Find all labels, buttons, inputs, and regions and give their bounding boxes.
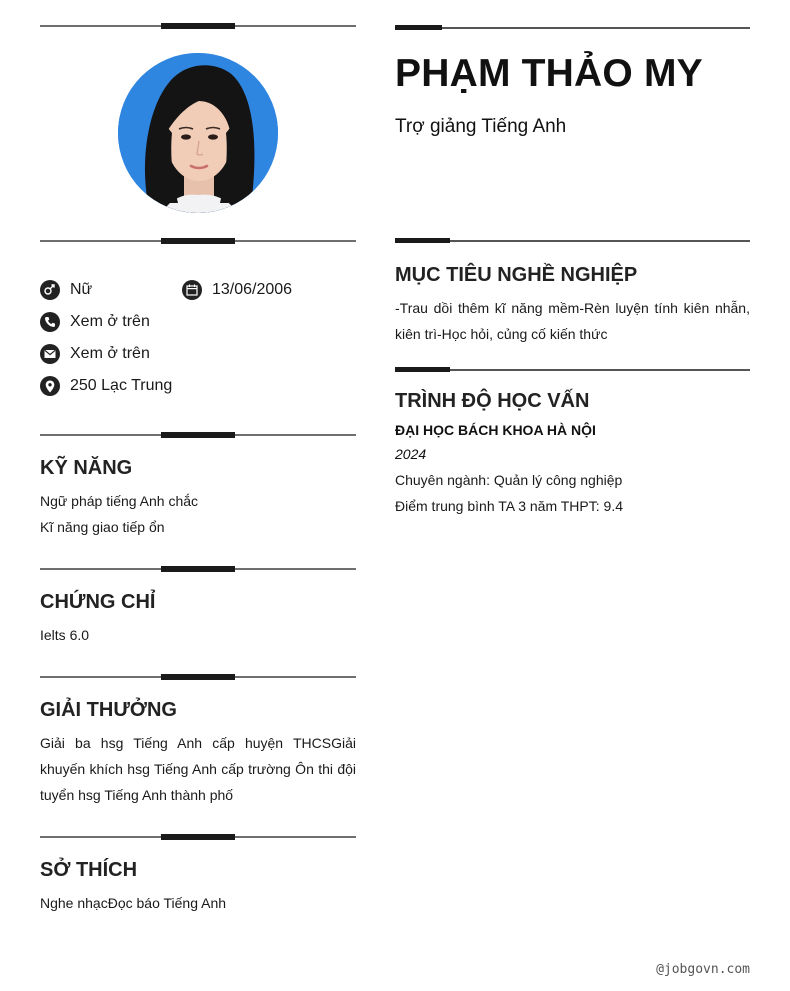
phone-row <box>40 311 150 333</box>
divider-right-2 <box>395 237 750 245</box>
divider-left-3 <box>40 430 356 440</box>
gender-value: Nữ <box>70 281 93 298</box>
skills-title: KỸ NĂNG <box>40 457 133 479</box>
objective-title: MỤC TIÊU NGHỀ NGHIỆP <box>395 264 638 286</box>
avatar <box>118 53 278 213</box>
job-title: Trợ giảng Tiếng Anh <box>395 116 567 137</box>
education-title: TRÌNH ĐỘ HỌC VẤN <box>395 390 590 412</box>
education-details <box>395 467 750 519</box>
awards-text: Giải ba hsg Tiếng Anh cấp huyện THCSGiải khuyến khích hsg Tiếng Anh cấp trường Ôn thi đội tuyển hsg Tiếng Anh thành phố <box>40 735 356 803</box>
phone-icon <box>40 312 60 332</box>
skills-list <box>40 488 356 540</box>
calendar-icon <box>182 280 202 300</box>
divider-left-6 <box>40 832 356 842</box>
phone-value: Xem ở trên <box>70 313 150 330</box>
address-row <box>40 375 172 397</box>
school-name: ĐẠI HỌC BÁCH KHOA HÀ NỘI <box>395 422 596 438</box>
skill-item: Ngữ pháp tiếng Anh chắc <box>40 493 199 509</box>
graduation-year: 2024 <box>395 446 427 462</box>
divider-left-5 <box>40 672 356 682</box>
certificates-list <box>40 622 356 648</box>
gender-icon <box>40 280 60 300</box>
certificate-item: Ielts 6.0 <box>40 627 90 643</box>
divider-left-2 <box>40 236 356 246</box>
certificates-title: CHỨNG CHỈ <box>40 591 156 613</box>
gender-row <box>40 279 92 301</box>
watermark: @jobgovn.com <box>656 962 750 977</box>
profile-photo <box>118 53 278 213</box>
email-icon <box>40 344 60 364</box>
divider-top-left <box>40 21 356 31</box>
candidate-name: PHẠM THẢO MY <box>395 52 703 95</box>
email-row <box>40 343 150 365</box>
divider-top-right <box>395 24 750 32</box>
awards-title: GIẢI THƯỞNG <box>40 699 177 721</box>
address-value: 250 Lạc Trung <box>70 377 173 394</box>
objective-text: -Trau dồi thêm kĩ năng mềm-Rèn luyện tính kiên nhẫn, kiên trì-Học hỏi, củng cố kiến thức <box>395 300 750 342</box>
divider-right-3 <box>395 366 750 374</box>
email-value: Xem ở trên <box>70 345 150 362</box>
birthday-value: 13/06/2006 <box>212 281 293 298</box>
hobbies-text: Nghe nhạcĐọc báo Tiếng Anh <box>40 895 227 911</box>
gpa: Điểm trung bình TA 3 năm THPT: 9.4 <box>395 498 623 514</box>
major: Chuyên ngành: Quản lý công nghiệp <box>395 472 623 488</box>
hobbies-title: SỞ THÍCH <box>40 859 138 881</box>
location-pin-icon <box>40 376 60 396</box>
birthday-row <box>182 279 292 301</box>
skill-item: Kĩ năng giao tiếp ổn <box>40 519 165 535</box>
divider-left-4 <box>40 564 356 574</box>
